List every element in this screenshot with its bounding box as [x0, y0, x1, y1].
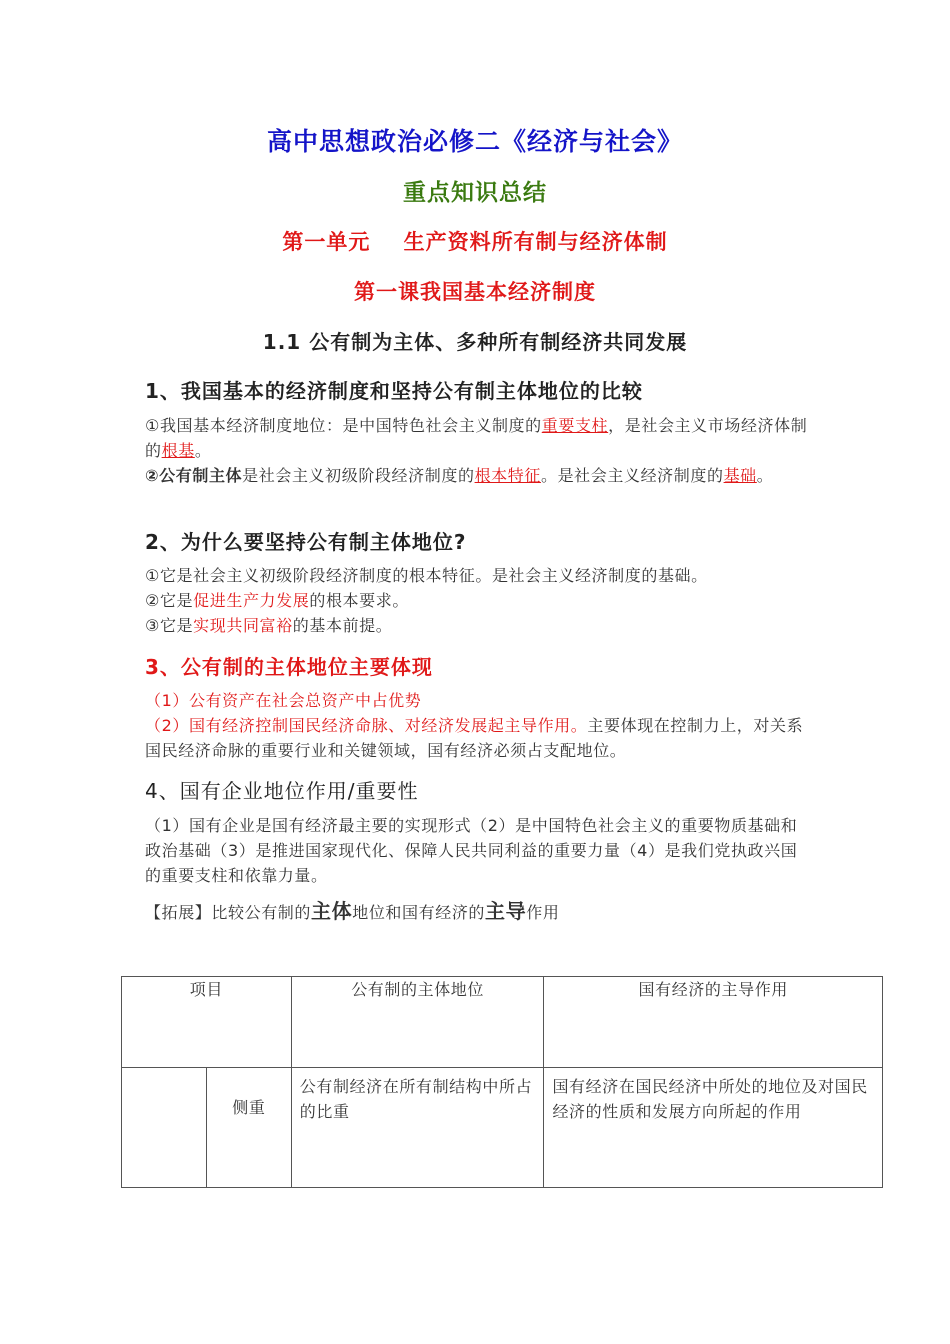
- table-row-label: 侧重: [206, 1068, 291, 1188]
- extension-note: 【拓展】比较公有制的主体地位和国有经济的主导作用: [145, 899, 560, 923]
- table-row: [122, 1068, 883, 1188]
- table-header-cell: 公有制的主体地位: [291, 977, 544, 1068]
- q1-paragraph: ①我国基本经济制度地位：是中国特色社会主义制度的重要支柱，是社会主义市场经济体制的根基。 ②公有制主体是社会主义初级阶段经济制度的根本特征。是社会主义经济制度的基础。: [145, 416, 808, 485]
- comparison-table: [121, 976, 883, 1188]
- q3-heading: 3、公有制的主体地位主要体现: [145, 655, 433, 679]
- table-cell: 公有制经济在所有制结构中所占的比重: [291, 1068, 544, 1188]
- q4-heading: 4、国有企业地位作用/重要性: [145, 779, 419, 803]
- lesson-title: 第一课我国基本经济制度: [354, 280, 596, 304]
- q2-heading: 2、为什么要坚持公有制主体地位?: [145, 530, 467, 554]
- table-header-cell: 项目: [122, 977, 292, 1068]
- q2-item: ②它是促进生产力发展的根本要求。: [145, 591, 409, 610]
- q3-paragraph: （1）公有资产在社会总资产中占优势 （2）国有经济控制国民经济命脉、对经济发展起主导作用。主要体现在控制力上，对关系国民经济命脉的重要行业和关键领域，国有经济必须占支配地位。: [145, 691, 804, 760]
- q1-heading: 1、我国基本的经济制度和坚持公有制主体地位的比较: [145, 379, 643, 403]
- q2-item: ①它是社会主义初级阶段经济制度的根本特征。是社会主义经济制度的基础。: [145, 566, 708, 585]
- subtitle: 重点知识总结: [403, 180, 547, 206]
- main-title: 高中思想政治必修二《经济与社会》: [266, 127, 683, 156]
- table-cell-empty: [122, 1068, 207, 1188]
- table-header-cell: 国有经济的主导作用: [544, 977, 883, 1068]
- q2-list: [145, 563, 810, 638]
- q4-paragraph: （1）国有企业是国有经济最主要的实现形式（2）是中国特色社会主义的重要物质基础和政治基础（3）是推进国家现代化、保障人民共同利益的重要力量（4）是我们党执政兴国的重要支柱和依靠力量。: [145, 816, 798, 885]
- table-header-row: [122, 977, 883, 1068]
- unit-title: 第一单元 生产资料所有制与经济体制: [282, 230, 668, 254]
- table-cell: 国有经济在国民经济中所处的地位及对国民经济的性质和发展方向所起的作用: [544, 1068, 883, 1188]
- section-title: 1.1 公有制为主体、多种所有制经济共同发展: [262, 330, 688, 354]
- q2-item: ③它是实现共同富裕的基本前提。: [145, 616, 393, 635]
